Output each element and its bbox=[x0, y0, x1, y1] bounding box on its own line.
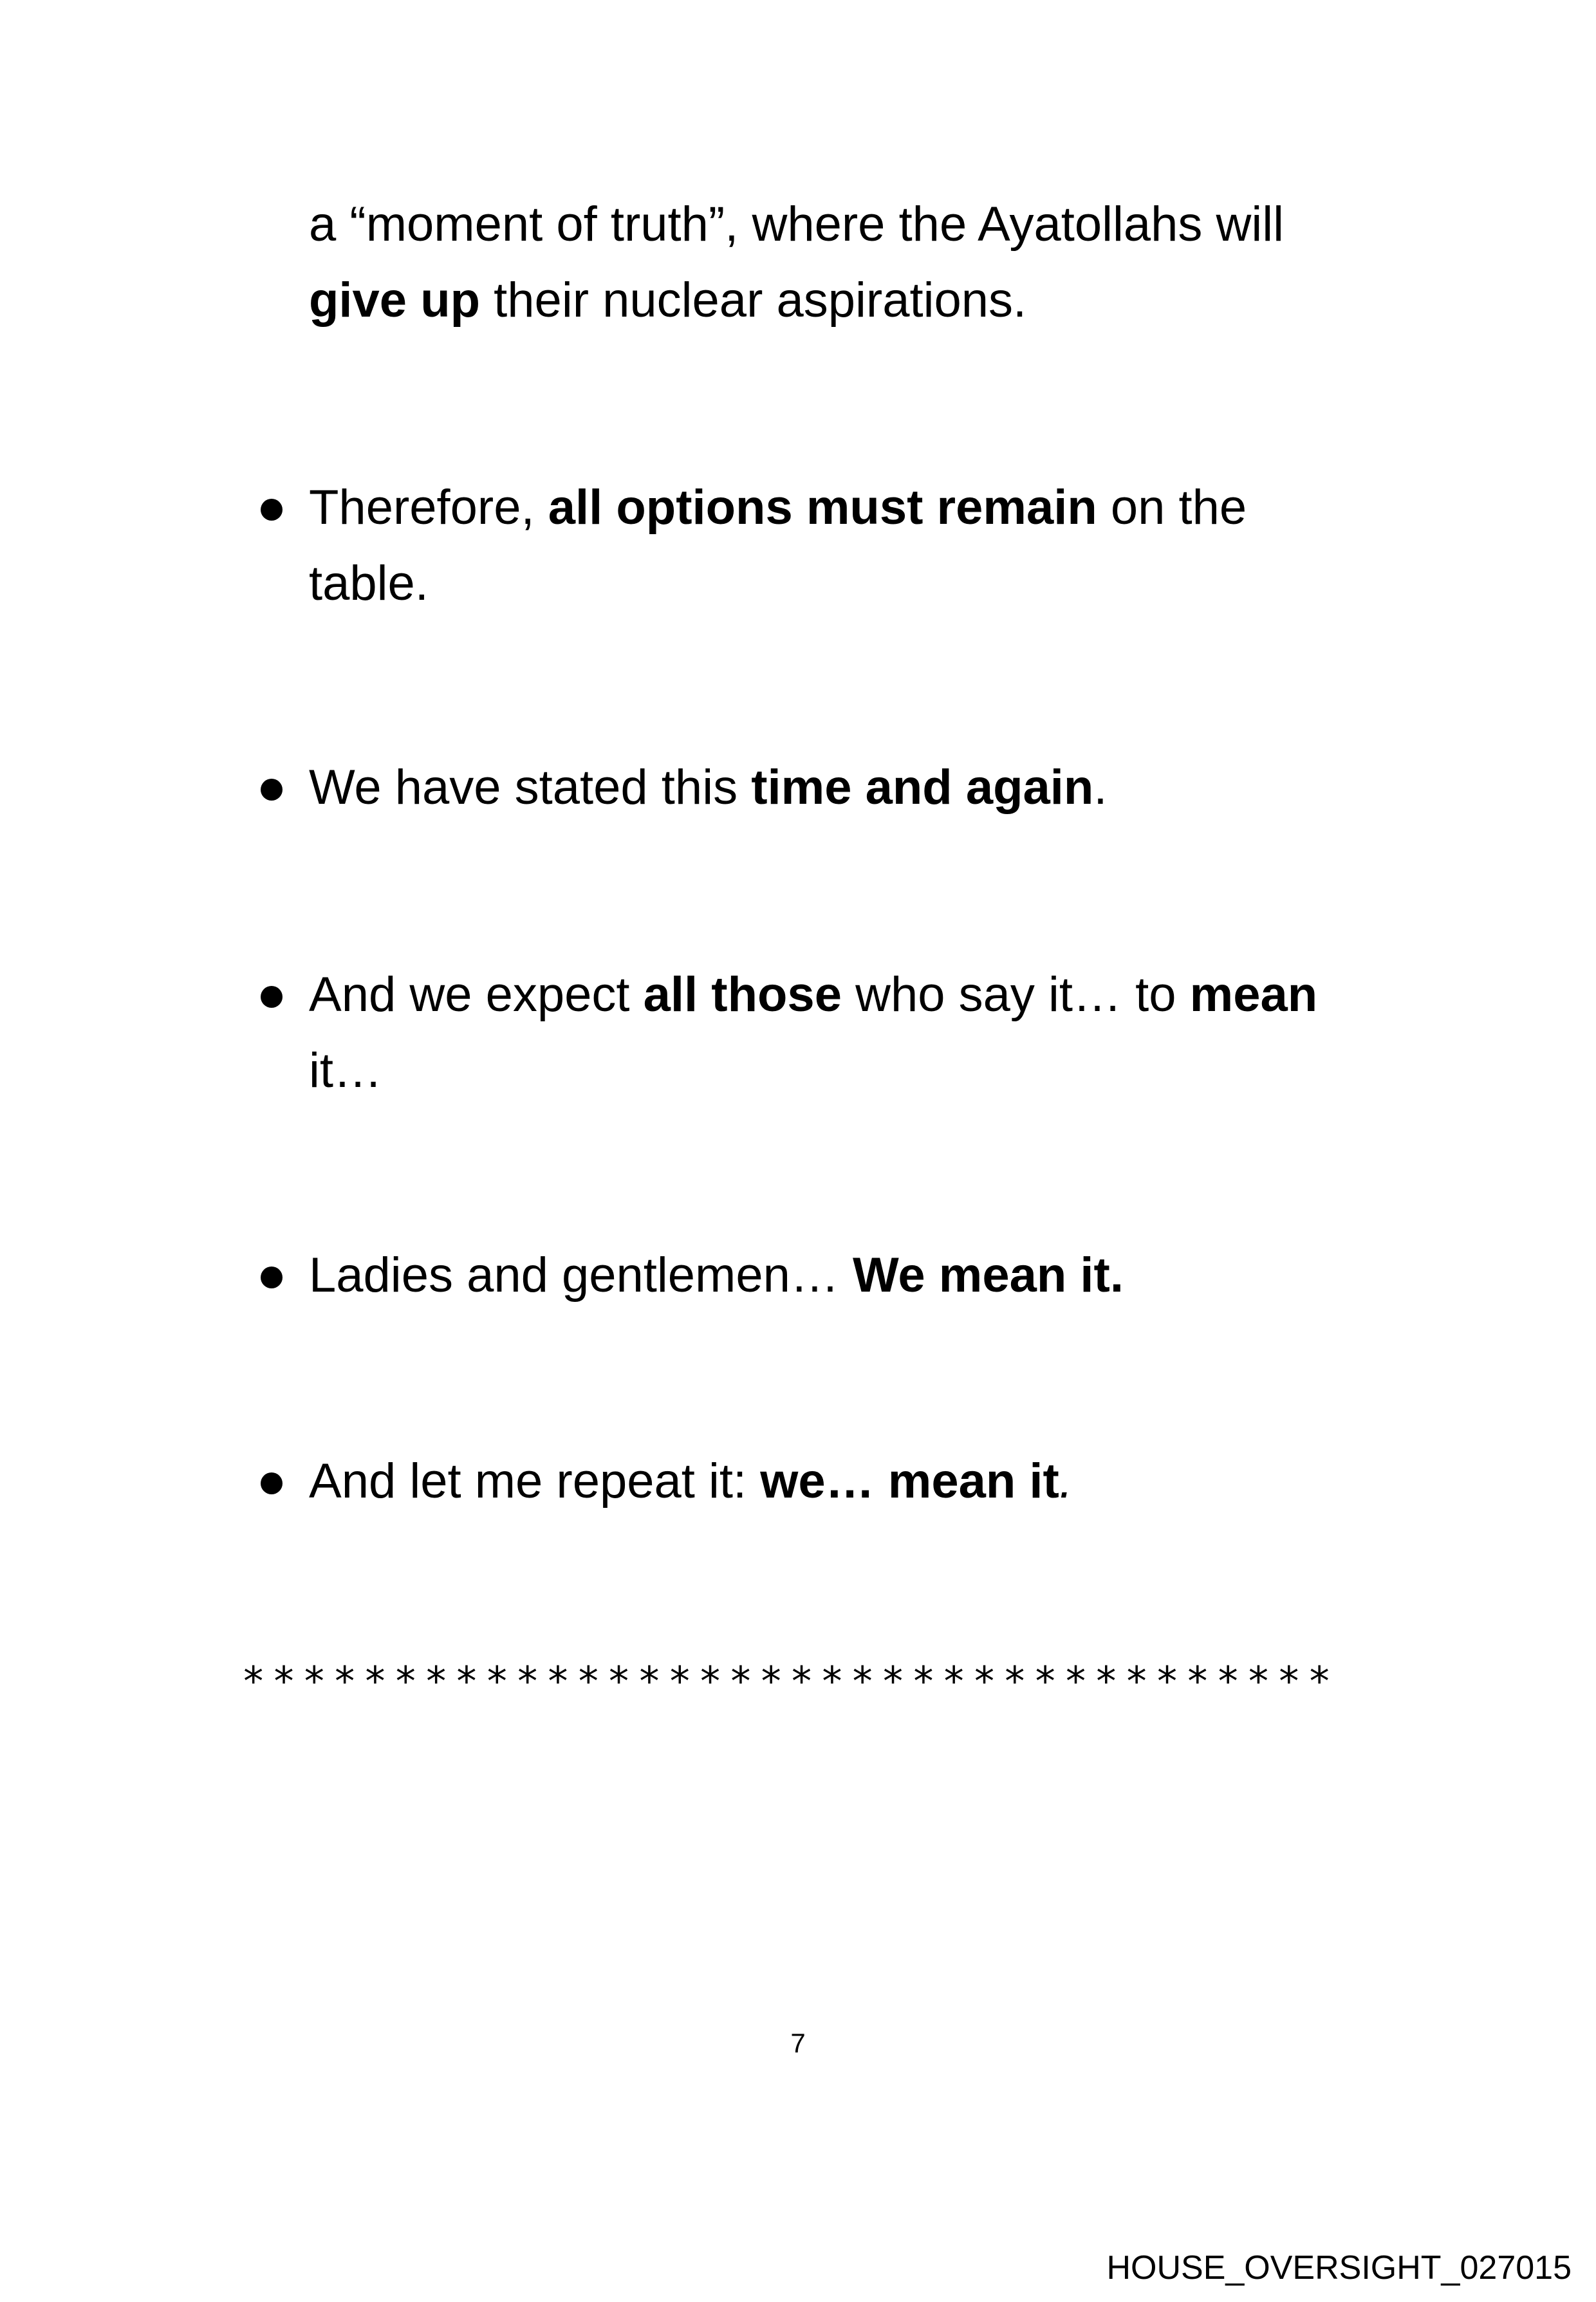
bullet-bold-text: all those bbox=[643, 967, 842, 1022]
paragraph-text: their nuclear aspirations. bbox=[480, 273, 1027, 328]
bullet-bold-text: mean bbox=[1189, 967, 1318, 1022]
bates-number: HOUSE_OVERSIGHT_027015 bbox=[1106, 2249, 1572, 2287]
bullet-text: . bbox=[1059, 1454, 1073, 1508]
bullet-item-3 bbox=[309, 957, 1351, 1109]
bullet-text: Ladies and gentlemen… bbox=[309, 1248, 853, 1303]
bullet-point-icon bbox=[261, 986, 283, 1008]
bullet-point-icon bbox=[261, 1472, 283, 1494]
bullet-bold-text: time and again bbox=[751, 760, 1094, 815]
bullet-text: We have stated this bbox=[309, 760, 752, 815]
continuation-paragraph bbox=[309, 187, 1416, 339]
paragraph-text: a “moment of truth”, where the Ayatollahs will bbox=[309, 197, 1285, 252]
bullet-item-1 bbox=[309, 470, 1313, 622]
page-number: 7 bbox=[790, 2028, 806, 2058]
paragraph-bold-text: give up bbox=[309, 273, 481, 328]
bullet-item-4 bbox=[309, 1238, 1416, 1313]
bullet-text: And let me repeat it: bbox=[309, 1454, 761, 1508]
bullet-text: . bbox=[1093, 760, 1108, 815]
bullet-text: Therefore, bbox=[309, 480, 548, 535]
bullet-text: who say it… to bbox=[841, 967, 1190, 1022]
bullet-point-icon bbox=[261, 779, 283, 801]
bullet-point-icon bbox=[261, 1267, 283, 1288]
bullet-bold-text: we… mean it bbox=[760, 1454, 1059, 1508]
bullet-text: on the table. bbox=[309, 480, 1247, 611]
separator-line: ************************************ bbox=[241, 1658, 1338, 1705]
bullet-text: it… bbox=[309, 1043, 382, 1098]
bullet-item-2 bbox=[309, 750, 1416, 826]
bullet-item-5 bbox=[309, 1443, 1416, 1519]
bullet-text: And we expect bbox=[309, 967, 644, 1022]
bullet-bold-text: all options must remain bbox=[548, 480, 1097, 535]
bullet-point-icon bbox=[261, 499, 283, 521]
bullet-bold-text: We mean it. bbox=[853, 1248, 1124, 1303]
